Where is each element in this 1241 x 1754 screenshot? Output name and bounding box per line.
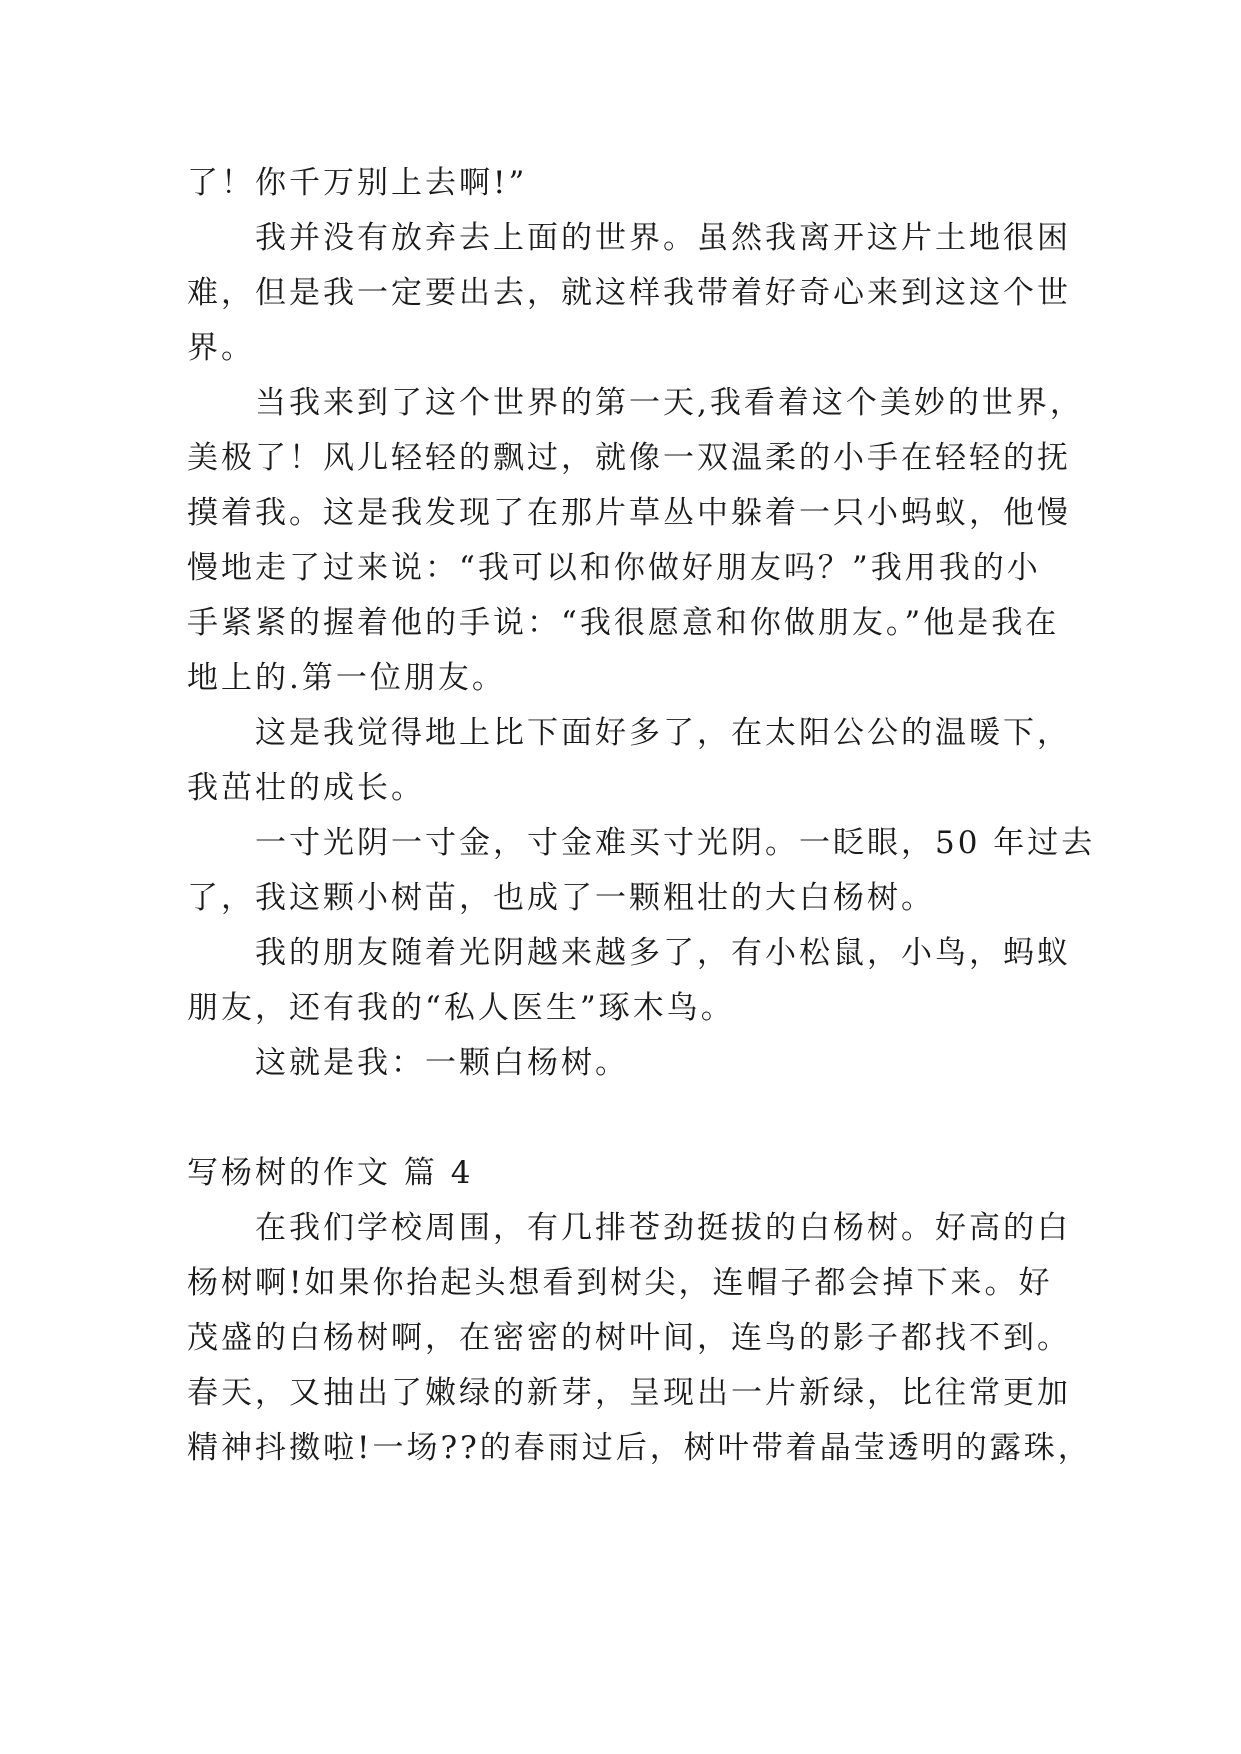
text-line: 精神抖擞啦!一场??的春雨过后，树叶带着晶莹透明的露珠，: [187, 1430, 1092, 1466]
text-line: 茂盛的白杨树啊，在密密的树叶间，连鸟的影子都找不到。: [187, 1320, 1071, 1356]
document-body: [187, 156, 1096, 1476]
text-line: 春天，又抽出了嫩绿的新芽，呈现出一片新绿，比往常更加: [187, 1375, 1071, 1411]
text-line: 了！你千万别上去啊!”: [187, 165, 528, 201]
text-line: 摸着我。这是我发现了在那片草丛中躲着一只小蚂蚁，他慢: [187, 495, 1071, 531]
text-line: 美极了！风儿轻轻的飘过，就像一双温柔的小手在轻轻的抚: [187, 440, 1071, 476]
text-line: 难，但是我一定要出去，就这样我带着好奇心来到这这个世: [187, 275, 1071, 311]
text-line: 当我来到了这个世界的第一天,我看着这个美妙的世界，: [255, 385, 1084, 421]
text-line: 地上的.第一位朋友。: [187, 660, 506, 696]
text-line: 在我们学校周围，有几排苍劲挺拔的白杨树。好高的白: [255, 1210, 1071, 1246]
essay-heading: 写杨树的作文 篇 4: [187, 1155, 474, 1191]
section-gap: [187, 1091, 1057, 1146]
text-line: 朋友，还有我的“私人医生”琢木鸟。: [187, 990, 735, 1026]
essay-section-4-body: [187, 1201, 1092, 1476]
text-line: 我茁壮的成长。: [187, 770, 425, 806]
essay-section-3-body: [187, 156, 1096, 1091]
text-line: 我并没有放弃去上面的世界。虽然我离开这片土地很困: [255, 220, 1071, 256]
text-line: 这就是我：一颗白杨树。: [255, 1045, 629, 1081]
text-line: 慢地走了过来说：“我可以和你做好朋友吗？”我用我的小: [187, 550, 1041, 586]
text-line: 我的朋友随着光阴越来越多了，有小松鼠，小鸟，蚂蚁: [255, 935, 1071, 971]
text-line: 杨树啊!如果你抬起头想看到树尖，连帽子都会掉下来。好: [187, 1265, 1053, 1301]
text-line: 界。: [187, 330, 255, 366]
text-line: 这是我觉得地上比下面好多了，在太阳公公的温暖下，: [255, 715, 1071, 751]
text-line: 手紧紧的握着他的手说：“我很愿意和你做朋友。”他是我在: [187, 605, 1060, 641]
text-line: 了，我这颗小树苗，也成了一颗粗壮的大白杨树。: [187, 880, 935, 916]
text-line: 一寸光阴一寸金，寸金难买寸光阴。一眨眼，50 年过去: [255, 825, 1096, 861]
